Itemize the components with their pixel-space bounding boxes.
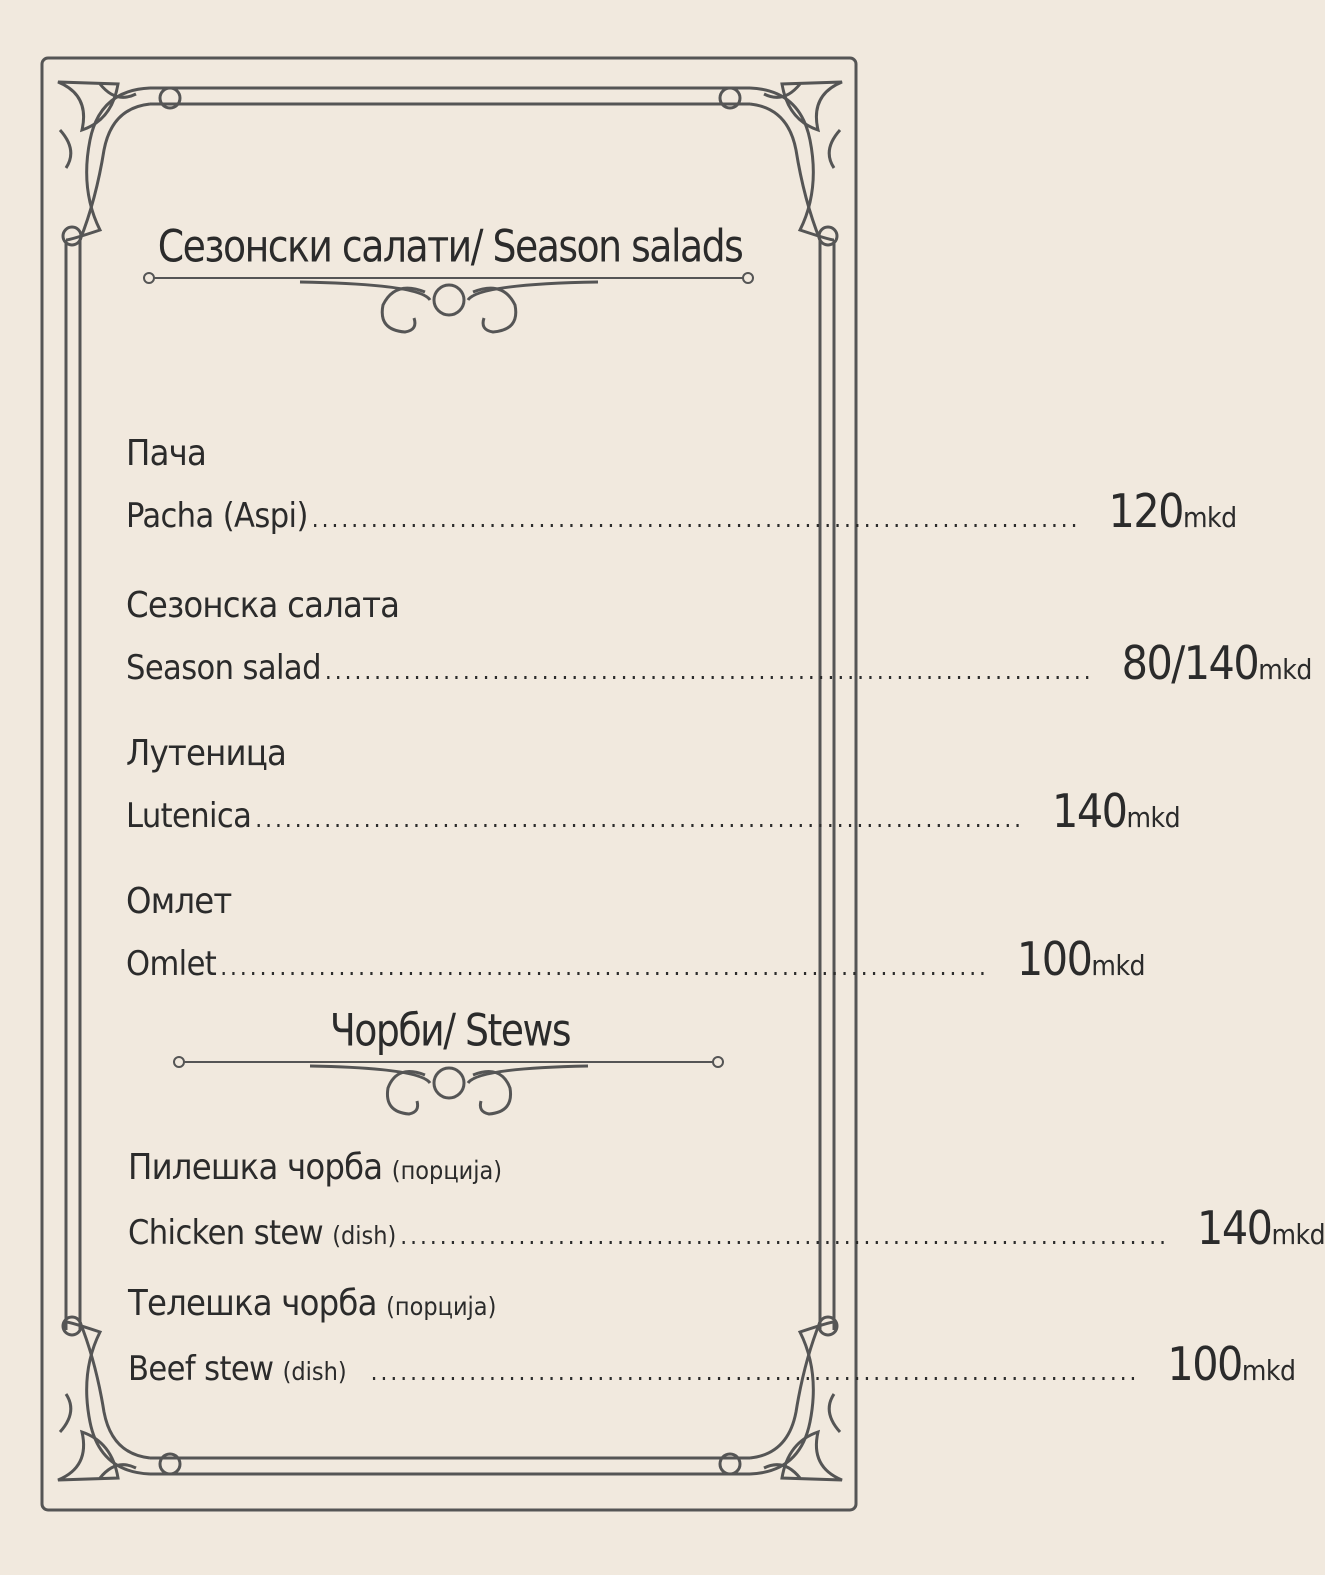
section-heading: Сезонски салати/ Season salads (157, 220, 743, 273)
section-divider-ornament (144, 273, 753, 332)
item-price: 80/140mkd (1121, 636, 1312, 690)
dot-leader: .............................................................................. (220, 953, 989, 981)
item-name-mk: Лутеница (126, 733, 287, 774)
dot-leader: .............................................................................. (311, 505, 1081, 533)
dot-leader: .............................................................................. (324, 657, 1094, 685)
menu-item (128, 1282, 1296, 1391)
menu-item (126, 732, 1181, 838)
item-name-mk: Пача (126, 433, 206, 474)
menu-item (126, 880, 1146, 986)
item-note-mk: (порција) (386, 1292, 497, 1321)
item-line (128, 1337, 1296, 1391)
price-unit: mkd (1126, 801, 1181, 834)
dot-leader: .............................................................................. (370, 1358, 1140, 1386)
price-unit: mkd (1258, 653, 1312, 686)
item-line (128, 1201, 1325, 1255)
item-line (126, 484, 1237, 538)
item-line (126, 636, 1312, 690)
item-name-mk: Телешка чорба (порција) (128, 1283, 497, 1324)
item-name-mk: Омлет (126, 881, 232, 922)
dot-leader: .............................................................................. (400, 1222, 1169, 1250)
item-name-en: Chicken stew (dish) (128, 1213, 397, 1253)
item-price: 140mkd (1052, 784, 1181, 838)
menu-item (126, 432, 1237, 538)
price-unit: mkd (1091, 949, 1146, 982)
item-name-en: Season salad (126, 648, 321, 688)
dot-leader: .............................................................................. (255, 805, 1025, 833)
section-heading: Чорби/ Stews (329, 1004, 571, 1057)
price-unit: mkd (1183, 501, 1237, 534)
price-unit: mkd (1271, 1218, 1325, 1251)
item-price: 140mkd (1197, 1201, 1325, 1255)
item-price: 100mkd (1016, 932, 1146, 986)
item-name-en: Lutenica (126, 796, 252, 836)
item-note-mk: (порција) (391, 1156, 503, 1185)
section-divider-ornament (174, 1057, 723, 1114)
item-line (126, 932, 1146, 986)
item-name-en: Pacha (Aspi) (126, 496, 308, 536)
item-name-mk: Пилешка чорба (порција) (128, 1147, 503, 1188)
item-line (126, 784, 1181, 838)
item-price: 120mkd (1108, 484, 1237, 538)
menu-item (126, 584, 1312, 690)
item-note-en: (dish) (332, 1221, 397, 1250)
item-name-en: Omlet (126, 944, 217, 984)
item-name-mk: Сезонска салата (126, 585, 400, 626)
item-price: 100mkd (1167, 1337, 1296, 1391)
menu-item (128, 1146, 1325, 1255)
item-name-en: Beef stew (dish) (128, 1349, 347, 1389)
item-note-en: (dish) (282, 1357, 347, 1386)
price-unit: mkd (1241, 1354, 1296, 1387)
